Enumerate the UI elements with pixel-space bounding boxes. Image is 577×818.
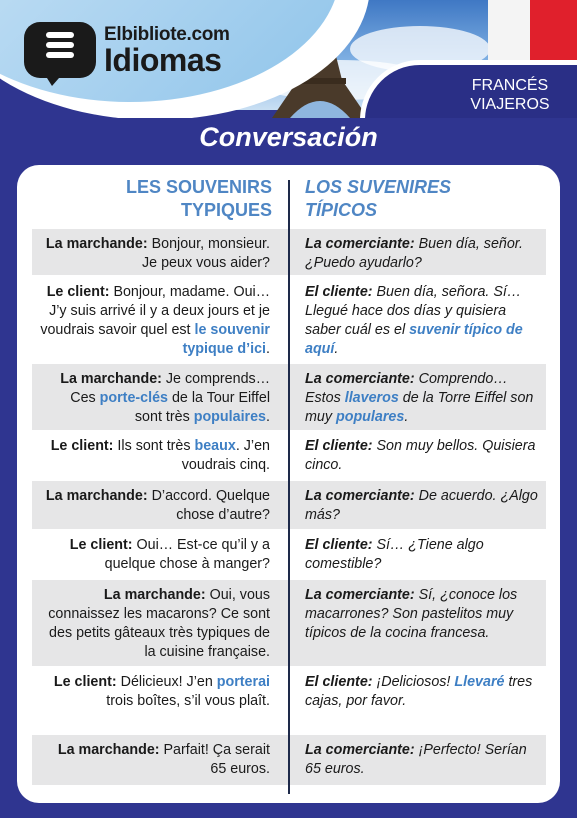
french-line	[40, 370, 270, 427]
brand-name-small: Elbibliote.com	[104, 24, 230, 45]
dialogue-text: De acuerdo. ¿Algo más?	[305, 488, 538, 523]
dialogue-text: ¡Deliciosos!	[372, 674, 455, 690]
speaker-label: El cliente:	[305, 537, 373, 553]
french-line	[40, 283, 270, 359]
vocabulary-highlight: porterai	[216, 674, 270, 690]
speaker-label: La marchande:	[45, 488, 148, 504]
dialogue-text: ¡Perfecto! Serían 65 euros.	[305, 742, 527, 777]
speaker-label: Le client:	[50, 438, 114, 454]
vocabulary-highlight: suvenir típico de aquí	[305, 322, 523, 357]
dialogue-text: Bonjour, monsieur. Je peux vous aider?	[142, 236, 270, 271]
spanish-line	[305, 437, 539, 475]
logo-letter-icon	[46, 32, 74, 68]
category-tag	[455, 76, 565, 114]
dialogue-text: de la Torre Eiffel son muy	[305, 390, 534, 425]
dialogue-text: .	[334, 341, 339, 357]
dialogue-text: de la Tour Eiffel sont très	[134, 390, 270, 425]
speaker-label: La comerciante:	[305, 587, 415, 603]
dialogue-text: Parfait! Ça serait 65 euros.	[159, 742, 270, 777]
tag-audience: VIAJEROS	[470, 96, 550, 113]
tag-language: FRANCÉS	[471, 77, 549, 94]
dialogue-text: Son muy bellos. Quisiera cinco.	[305, 438, 536, 473]
dialogue-text: Comprendo… Estos	[305, 371, 508, 406]
dialogue-text: .	[404, 409, 409, 425]
spanish-line	[305, 741, 539, 779]
french-line	[40, 741, 270, 779]
speaker-label: Le client:	[46, 284, 110, 300]
spanish-line	[305, 283, 539, 359]
dialogue-text: trois boîtes, s’il vous plaît.	[106, 693, 270, 709]
header-banner	[0, 0, 577, 118]
speaker-label: La marchande:	[60, 371, 162, 387]
dialogue-text: tres cajas, por favor.	[305, 674, 533, 709]
dialogue-text: Délicieux! J’en	[116, 674, 217, 690]
dialogue-text: .	[266, 341, 270, 357]
vocabulary-highlight: Llevaré	[454, 674, 505, 690]
vocabulary-highlight: llaveros	[344, 390, 399, 406]
speaker-label: El cliente:	[305, 674, 373, 690]
speaker-label: La comerciante:	[305, 742, 415, 758]
vocabulary-highlight: populares	[335, 409, 405, 425]
speaker-label: El cliente:	[305, 284, 373, 300]
french-line	[40, 235, 270, 273]
speaker-label: La comerciante:	[305, 488, 415, 504]
speaker-label: El cliente:	[305, 438, 373, 454]
dialogue-text: Sí, ¿conoce los macarrones? Son pastelitos muy típicos de la cocina francesa.	[305, 587, 518, 641]
dialogue-text: Ils sont très	[113, 438, 195, 454]
speaker-label: La marchande:	[45, 236, 148, 252]
spanish-line	[305, 673, 539, 711]
dialogue-text: Buen día, señora. Sí… Llegué hace dos días y quisiera saber cuál es el	[305, 284, 522, 338]
speaker-label: La comerciante:	[305, 236, 415, 252]
french-line	[40, 487, 270, 525]
spanish-line	[305, 536, 539, 574]
dialogue-text: Buen día, señor. ¿Puedo ayudarlo?	[305, 236, 524, 271]
speaker-label: Le client:	[69, 537, 133, 553]
speaker-label: La marchande:	[57, 742, 160, 758]
spanish-line	[305, 235, 539, 273]
french-column-heading: LES SOUVENIRS TYPIQUES	[125, 177, 272, 220]
vocabulary-highlight: beaux	[194, 438, 236, 454]
brand-name-big: Idiomas	[104, 42, 222, 78]
speaker-label: Le client:	[53, 674, 117, 690]
spanish-line	[305, 586, 539, 643]
column-divider	[288, 180, 290, 794]
french-line	[40, 536, 270, 574]
dialogue-text: . J’en voudrais cinq.	[181, 438, 270, 473]
vocabulary-highlight: populaires	[193, 409, 267, 425]
dialogue-text: Je comprends… Ces	[70, 371, 270, 406]
speaker-label: La marchande:	[103, 587, 206, 603]
dialogue-text: Bonjour, madame. Oui… J’y suis arrivé il y a deux jours et je voudrais savoir quel est	[40, 284, 270, 338]
spanish-line	[305, 370, 539, 427]
vocabulary-highlight: le souvenir typique d’ici	[182, 322, 270, 357]
dialogue-text: Oui, vous connaissez les macarons? Ce sont des petits gâteaux très typiques de la cuisine française.	[48, 587, 270, 660]
dialogue-text: Sí… ¿Tiene algo comestible?	[305, 537, 484, 572]
dialogue-text: Oui… Est-ce qu’il y a quelque chose à manger?	[104, 537, 270, 572]
page-title: Conversación	[199, 122, 378, 152]
spanish-line	[305, 487, 539, 525]
french-line	[40, 673, 270, 711]
french-line	[40, 437, 270, 475]
dialogue-text: D’accord. Quelque chose d’autre?	[147, 488, 270, 523]
dialogue-text: .	[266, 409, 270, 425]
vocabulary-highlight: porte-clés	[99, 390, 168, 406]
speaker-label: La comerciante:	[305, 371, 415, 387]
french-line	[40, 586, 270, 662]
spanish-column-heading: LOS SUVENIRES TÍPICOS	[305, 177, 452, 220]
